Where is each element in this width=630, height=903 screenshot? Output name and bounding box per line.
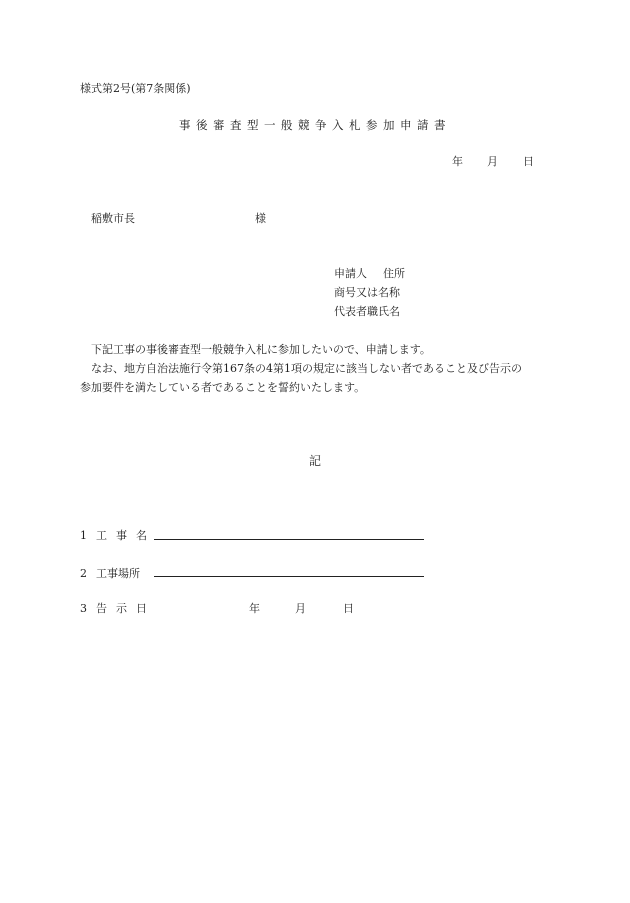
body-paragraph-2-line-1: なお、地方自治法施行令第167条の4第1項の規定に該当しない者であること及び告示の — [91, 362, 522, 375]
representative-label: 代表者職氏名 — [334, 305, 400, 318]
date-year-label: 年 — [452, 155, 463, 168]
date-month-label: 月 — [487, 155, 498, 168]
form-number: 様式第2号(第7条関係) — [80, 82, 191, 95]
honorific: 様 — [255, 212, 266, 225]
item-3-day-label: 日 — [343, 602, 354, 615]
ki-heading: 記 — [308, 454, 321, 468]
item-1-label: 工事名 — [96, 529, 156, 542]
body-paragraph-2-line-2: 参加要件を満たしている者であることを誓約いたします。 — [80, 381, 366, 394]
applicant-label: 申請人 — [334, 267, 367, 280]
item-1-number: 1 — [80, 529, 87, 542]
item-2-label: 工事場所 — [96, 567, 140, 580]
applicant-address-label: 住所 — [383, 267, 405, 280]
company-name-label: 商号又は名称 — [334, 286, 400, 299]
date-day-label: 日 — [523, 155, 534, 168]
body-paragraph-1: 下記工事の事後審査型一般競争入札に参加したいので、申請します。 — [91, 343, 431, 356]
item-2-fill-line — [154, 576, 424, 577]
item-1-fill-line — [154, 539, 424, 540]
item-3-year-label: 年 — [249, 602, 260, 615]
item-3-label: 告示日 — [96, 602, 156, 615]
document-title: 事後審査型一般競争入札参加申請書 — [179, 118, 451, 132]
item-3-month-label: 月 — [295, 602, 306, 615]
addressee: 稲敷市長 — [91, 212, 135, 225]
item-2-number: 2 — [80, 567, 87, 580]
item-3-number: 3 — [80, 602, 87, 615]
